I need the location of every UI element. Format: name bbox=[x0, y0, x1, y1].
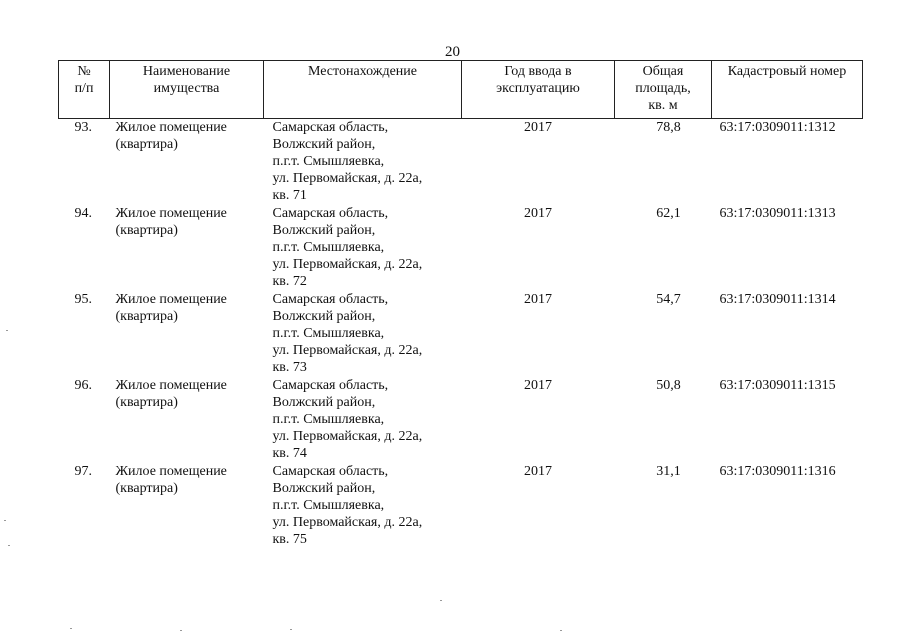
text-line: (квартира) bbox=[115, 137, 178, 152]
text-line: Волжский район, bbox=[272, 394, 376, 410]
text-line: имущества bbox=[153, 81, 220, 96]
text-line: Волжский район, bbox=[272, 480, 376, 496]
text-line: Самарская область, bbox=[272, 463, 389, 479]
total-area: 31,1 bbox=[656, 463, 681, 479]
text-line: п.г.т. Смышляевка, bbox=[272, 325, 385, 341]
text-line: (квартира) bbox=[115, 222, 178, 238]
property-location bbox=[264, 119, 462, 205]
cadastral-number: 63:17:0309011:1312 bbox=[719, 120, 836, 135]
cadastral-number: 63:17:0309011:1314 bbox=[719, 291, 836, 307]
property-location bbox=[264, 205, 462, 291]
text-line: (квартира) bbox=[115, 480, 178, 496]
scan-speck bbox=[70, 628, 72, 629]
text-line: Жилое помещение bbox=[115, 377, 227, 393]
total-area: 54,7 bbox=[656, 291, 681, 307]
property-name bbox=[110, 205, 264, 291]
table-header bbox=[59, 61, 863, 119]
text-line: п.г.т. Смышляевка, bbox=[272, 497, 385, 513]
scan-speck bbox=[8, 545, 10, 546]
row-number: 93. bbox=[74, 120, 92, 135]
text-line: ул. Первомайская, д. 22а, bbox=[272, 256, 423, 272]
text-line: Общая bbox=[642, 64, 684, 79]
table-row bbox=[59, 377, 863, 463]
scan-speck bbox=[290, 629, 292, 630]
total-area: 50,8 bbox=[656, 377, 681, 393]
text-line: Кадастровый номер bbox=[727, 64, 847, 79]
text-line: ул. Первомайская, д. 22а, bbox=[272, 514, 423, 530]
text-line: (квартира) bbox=[115, 394, 178, 410]
commission-year: 2017 bbox=[524, 291, 552, 307]
table-row bbox=[59, 119, 863, 205]
text-line: Наименование bbox=[142, 64, 231, 79]
header-name bbox=[110, 61, 264, 119]
text-line: Самарская область, bbox=[272, 377, 389, 393]
row-number: 97. bbox=[74, 463, 92, 479]
text-line: Самарская область, bbox=[272, 205, 389, 221]
scan-speck bbox=[180, 630, 182, 631]
table-row bbox=[59, 291, 863, 377]
header-cadastral bbox=[712, 61, 863, 119]
text-line: Жилое помещение bbox=[115, 463, 227, 479]
text-line: Волжский район, bbox=[272, 222, 376, 238]
text-line: эксплуатацию bbox=[496, 81, 580, 96]
property-location bbox=[264, 463, 462, 549]
table-row bbox=[59, 205, 863, 291]
header-area bbox=[615, 61, 712, 119]
property-name bbox=[110, 463, 264, 549]
header-location bbox=[264, 61, 462, 119]
commission-year: 2017 bbox=[524, 120, 552, 135]
header-num bbox=[59, 61, 110, 119]
property-table bbox=[58, 60, 863, 549]
table-row bbox=[59, 463, 863, 549]
text-line: Год ввода в bbox=[504, 64, 572, 79]
text-line: кв. 73 bbox=[272, 359, 307, 375]
scan-speck bbox=[4, 520, 6, 521]
row-number: 95. bbox=[74, 291, 92, 307]
text-line: п.г.т. Смышляевка, bbox=[272, 239, 385, 255]
text-line: кв. м bbox=[648, 98, 678, 113]
property-name bbox=[110, 377, 264, 463]
text-line: № bbox=[77, 64, 91, 79]
text-line: п/п bbox=[74, 81, 94, 96]
text-line: ул. Первомайская, д. 22а, bbox=[272, 171, 423, 186]
text-line: площадь, bbox=[635, 81, 691, 96]
scan-speck bbox=[560, 630, 562, 631]
text-line: Волжский район, bbox=[272, 137, 376, 152]
table-body bbox=[59, 119, 863, 549]
text-line: п.г.т. Смышляевка, bbox=[272, 154, 385, 169]
text-line: п.г.т. Смышляевка, bbox=[272, 411, 385, 427]
text-line: Жилое помещение bbox=[115, 205, 227, 221]
text-line: ул. Первомайская, д. 22а, bbox=[272, 428, 423, 444]
text-line: кв. 75 bbox=[272, 531, 307, 547]
cadastral-number: 63:17:0309011:1315 bbox=[719, 377, 836, 393]
cadastral-number: 63:17:0309011:1316 bbox=[719, 463, 836, 479]
text-line: (квартира) bbox=[115, 308, 178, 324]
property-location bbox=[264, 377, 462, 463]
text-line: Жилое помещение bbox=[115, 120, 227, 135]
scan-speck bbox=[6, 330, 8, 331]
text-line: Самарская область, bbox=[272, 120, 389, 135]
commission-year: 2017 bbox=[524, 463, 552, 479]
text-line: Самарская область, bbox=[272, 291, 389, 307]
text-line: Жилое помещение bbox=[115, 291, 227, 307]
header-row bbox=[59, 61, 863, 119]
text-line: кв. 71 bbox=[272, 188, 307, 203]
property-location bbox=[264, 291, 462, 377]
commission-year: 2017 bbox=[524, 377, 552, 393]
scan-speck bbox=[440, 600, 442, 601]
property-name bbox=[110, 119, 264, 205]
property-name bbox=[110, 291, 264, 377]
page-number: 20 bbox=[445, 44, 460, 60]
total-area: 78,8 bbox=[656, 120, 681, 135]
total-area: 62,1 bbox=[656, 205, 681, 221]
text-line: Волжский район, bbox=[272, 308, 376, 324]
commission-year: 2017 bbox=[524, 205, 552, 221]
header-year bbox=[462, 61, 615, 119]
row-number: 94. bbox=[74, 205, 92, 221]
cadastral-number: 63:17:0309011:1313 bbox=[719, 205, 836, 221]
text-line: ул. Первомайская, д. 22а, bbox=[272, 342, 423, 358]
row-number: 96. bbox=[74, 377, 92, 393]
text-line: кв. 74 bbox=[272, 445, 307, 461]
text-line: кв. 72 bbox=[272, 273, 307, 289]
text-line: Местонахождение bbox=[307, 64, 417, 79]
